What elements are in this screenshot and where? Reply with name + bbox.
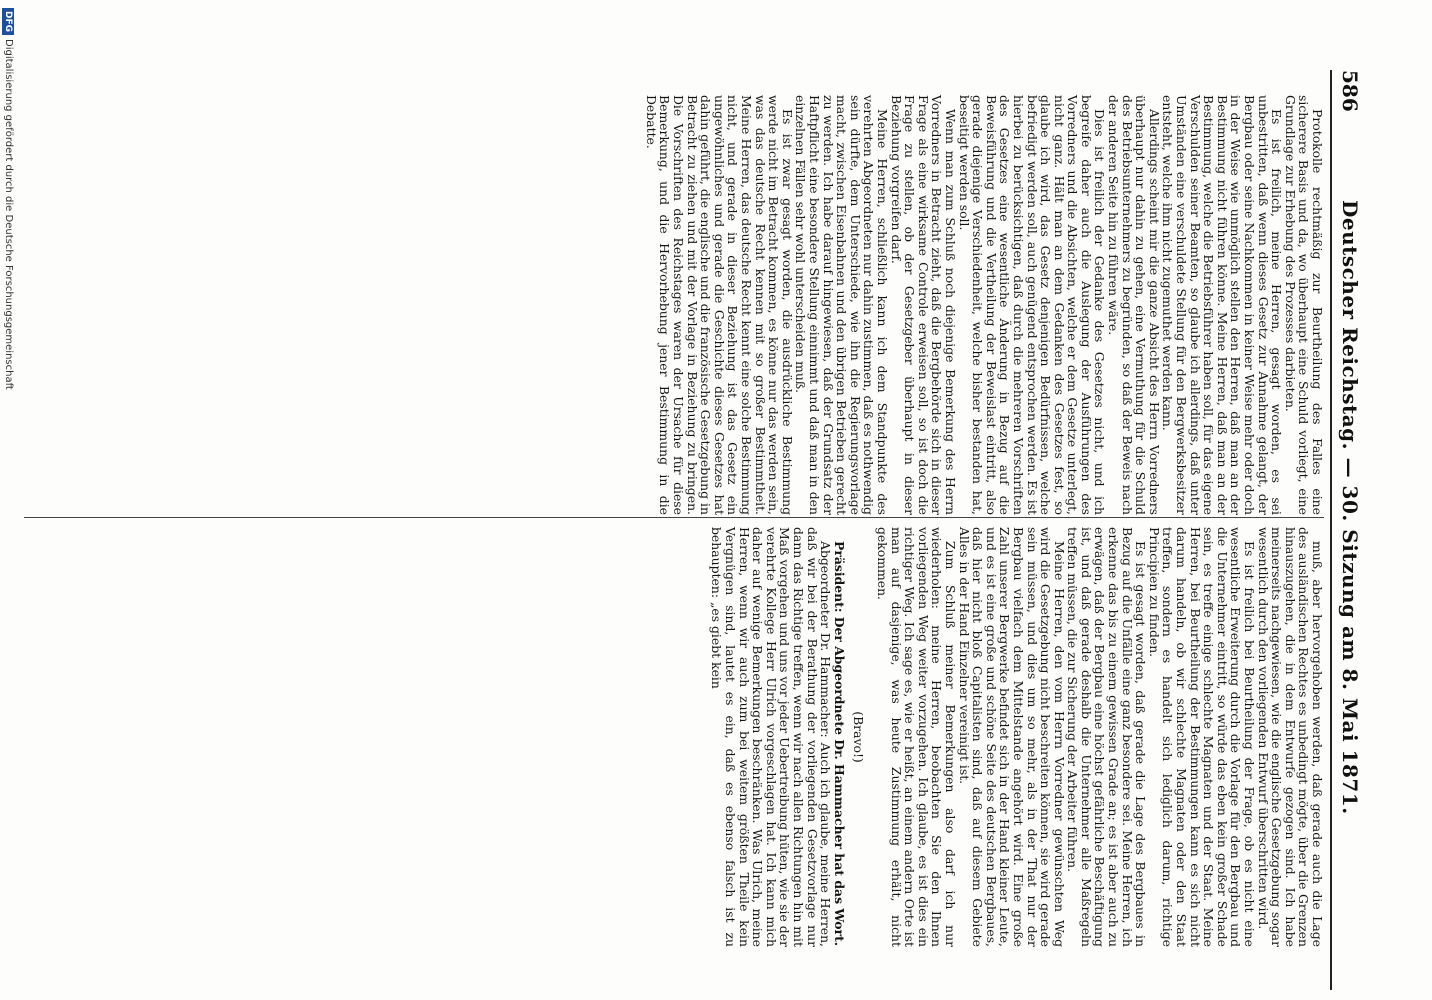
paragraph: Protokolle rechtmäßig zur Beurtheilung des Falles eine sicherere Basis und da, wo überhaupt eine Schuld vorliegt, eine Grundlage zur Erhebung des Prozesses darbieten. bbox=[1282, 95, 1325, 515]
paragraph: Allerdings scheint mir die ganze Absicht des Herrn Vorredners überhaupt nur dahin zu gehen, eine Vermuthung für die Schuld des Betriebsunternehmers zu begründen, so daß der Beweis nach der anderen Seite hin zu führen wäre. bbox=[1106, 95, 1162, 515]
paragraph: Es ist gesagt worden, daß gerade die Lage des Bergbaues in Bezug auf die Unfälle eine ganz besondere sei. Meine Herren, ich erkenne das bis zu einem gewissen Grade an; es ist aber auch zu erwägen, daß der Bergbau eine höchst gefährliche Beschäftigung ist, und daß gerade deshalb die Unternehmer alle Maßregeln treffen müssen, die zur Sicherung der Arbeiter führen. bbox=[1065, 527, 1149, 947]
paragraph: muß, aber hervorgehoben werden, daß gerade auch die Lage des ausländischen Rechtes es unbedingt mögte, über die Grenzen hinauszugehen, die in dem Entwurfe gezogen sind. Ich habe meinerseits nachgewiesen, wie die englische Gesetzgebung sogar wesentlich durch den vorliegenden Entwurf überschritten wird. bbox=[1255, 527, 1325, 947]
dfg-logo: DFG bbox=[2, 8, 14, 35]
right-column bbox=[710, 527, 1324, 947]
paragraph: Meine Herren, den vom Herrn Vorredner gewünschten Weg wird die Gesetzgebung nicht beschreiten können, sie wird gerade sein müssen, und dies um so mehr, als in der That nur der Bergbau vielfach dem Mittelstande angehört wird. Eine große Zahl unserer Bergwerke befindet sich in der Hand kleiner Leute, und es ist eine große und schöne Seite des deutschen Bergbaues, daß hier nicht bloß Capitalisten sind, daß auf diesem Gebiete Alles in der Hand Einzelner vereinigt ist. bbox=[956, 527, 1067, 947]
footer-text: Digitalisierung gefördert durch die Deutsche Forschungsgemeinschaft bbox=[3, 39, 14, 390]
paragraph: Zum Schluß meiner Bemerkungen also darf ich nur wiederholen: meine Herren, beobachten Sie den Ihnen vorliegenden Weg weiter vorzugehen. Ich glaube, es ist dies ein richtiger Weg. Ich sage es, wie er heißt, an einem andern Orte ist man auf dasjenige, was heute Zustimmung erhält, nicht gekommen. bbox=[875, 527, 958, 947]
header-rule bbox=[1330, 70, 1332, 990]
paragraph: Es ist freilich, meine Herren, gesagt worden, es sei unbestritten, daß wenn dieses Gesetz zur Annahme gelangt, der Bergbau oder seine Nachkommen in keiner Weise mehr oder doch in der Weise wie unmöglich stellen den Herren, daß man an der Bestimmung nicht führen könne. Meine Herren, daß man an der Bestimmung, welche die Betriebsführer haben soll, für das eigene Verschulden seiner Beamten, so glaube ich allerdings, daß unter Umständen eine verschuldete Stellung für den Bergwerksbesitzer entsteht, welche ihm nicht zugemuthet werden kann. bbox=[1160, 95, 1285, 515]
page-header bbox=[1338, 70, 1362, 990]
left-column bbox=[644, 95, 1324, 515]
paragraph: Es ist zwar gesagt worden, die ausdrückliche Bestimmung werde nicht im Betracht kommen, es könne nur das werden sein, was das deutsche Recht kennen mit so großer Bestimmtheit. Meine Herren, das deutsche Recht kennt eine solche Bestimmung nicht, und gerade in dieser Beziehung ist das Gesetz ein ungewöhnliches und gerade die Geschichte dieses Gesetzes hat dahin geführt, die englische und die französische Gesetzgebung in Betracht zu ziehen und mit der Vorlage in Beziehung zu bringen. Die Vorschriften des Reichstages waren der Ursache für diese Bemerkung, und die Hervorhebung jener Bestimmung in die Debatte. bbox=[643, 95, 795, 515]
digitization-footer bbox=[2, 8, 14, 390]
applause-note: (Bravo!) bbox=[851, 711, 867, 763]
paragraph: Meine Herren, schließlich kann ich dem Standpunkte des verehrten Abgeordneten nur dahin zustimmen, daß es nothwendig sein dürfte, dem Unterschiede, wie ihn die Regierungsvorlage macht, zwischen Eisenbahnen und den übrigen Betrieben gerecht zu werden. Ich habe darauf hingewiesen, daß der Grundsatz der Haftpflicht eine besondere Stellung einnimmt und daß man in den einzelnen Fällen sehr wohl unterscheiden muß. bbox=[793, 95, 890, 515]
page-title: Deutscher Reichstag. — 30. Sitzung am 8. Mai 1871. bbox=[1338, 200, 1362, 815]
paragraph: Dies ist freilich der Gedanke des Gesetzes nicht, und ich begreife daher auch die Auslegung der Ausführungen des Vorredners und die Absichten, welche er dem Gesetze unterlegt, nicht ganz. Hält man an dem Gedanken des Gesetzes fest, so glaube ich wird, das Gesetz denjenigen Bedürfnissen, welche befriedigt werden soll, auch genügend entsprochen werden. Es ist hierbei zu berücksichtigen, daß durch die mehreren Vorschriften des Gesetzes eine wesentliche Änderung in Bezug auf die Beweisführung und die Vertheilung der Beweislast eintritt, also gerade diejenige Verschiedenheit, welche bisher bestanden hat, beseitigt werden soll. bbox=[956, 95, 1108, 515]
president-line: Präsident: Der Abgeordnete Dr. Hammacher hat das Wort. bbox=[831, 541, 847, 947]
paragraph: Es ist freilich bei Beurtheilung der Frage, ob es nicht eine wesentliche Erweiterung durch die Vorlage für den Bergbau und die Unternehmer eintritt, so würde das eben kein großer Schade sein, es treffe einige schlechte Magnaten und der Staat. Meine Herren, bei Beurtheilung der Bestimmungen kann es sich nicht darum handeln, ob wir schlechte Magnaten oder den Staat treffen, sondern es handelt sich lediglich darum, richtige Principien zu finden. bbox=[1146, 527, 1258, 947]
page-number: 586 bbox=[1338, 70, 1362, 112]
speaker-paragraph: Abgeordneter Dr. Hammacher: Auch ich glaube, meine Herren, daß wir bei der Berathung der vorliegenden Gesetzvorlage nur dann das Richtige treffen, wenn wir nach allen Richtungen hin mit Maß vorgehen und uns vor jeder Uebertreibung hüten, wie sie der verehrte Kollege Herr Ulrich vorgeschlagen hat. Ich kann mich daher auf wenige Bemerkungen beschränken. Was Ulrich, meine Herren, wenn wir auch zum bei weitem größten Theile kein Vergnügen sind, lautet es ein, daß es ebenso falsch ist zu behaupten: „es giebt kein bbox=[709, 527, 834, 947]
column-divider bbox=[24, 517, 1324, 518]
paragraph: Wenn man zum Schluß noch diejenige Bemerkung des Herrn Vorredners in Betracht zieht, daß die Bergbehörde sich in dieser Frage als eine wirksame Controle erweisen soll, so ist doch die Frage zu stellen, ob der Gesetzgeber überhaupt in dieser Beziehung vorgreifen darf. bbox=[888, 95, 958, 515]
